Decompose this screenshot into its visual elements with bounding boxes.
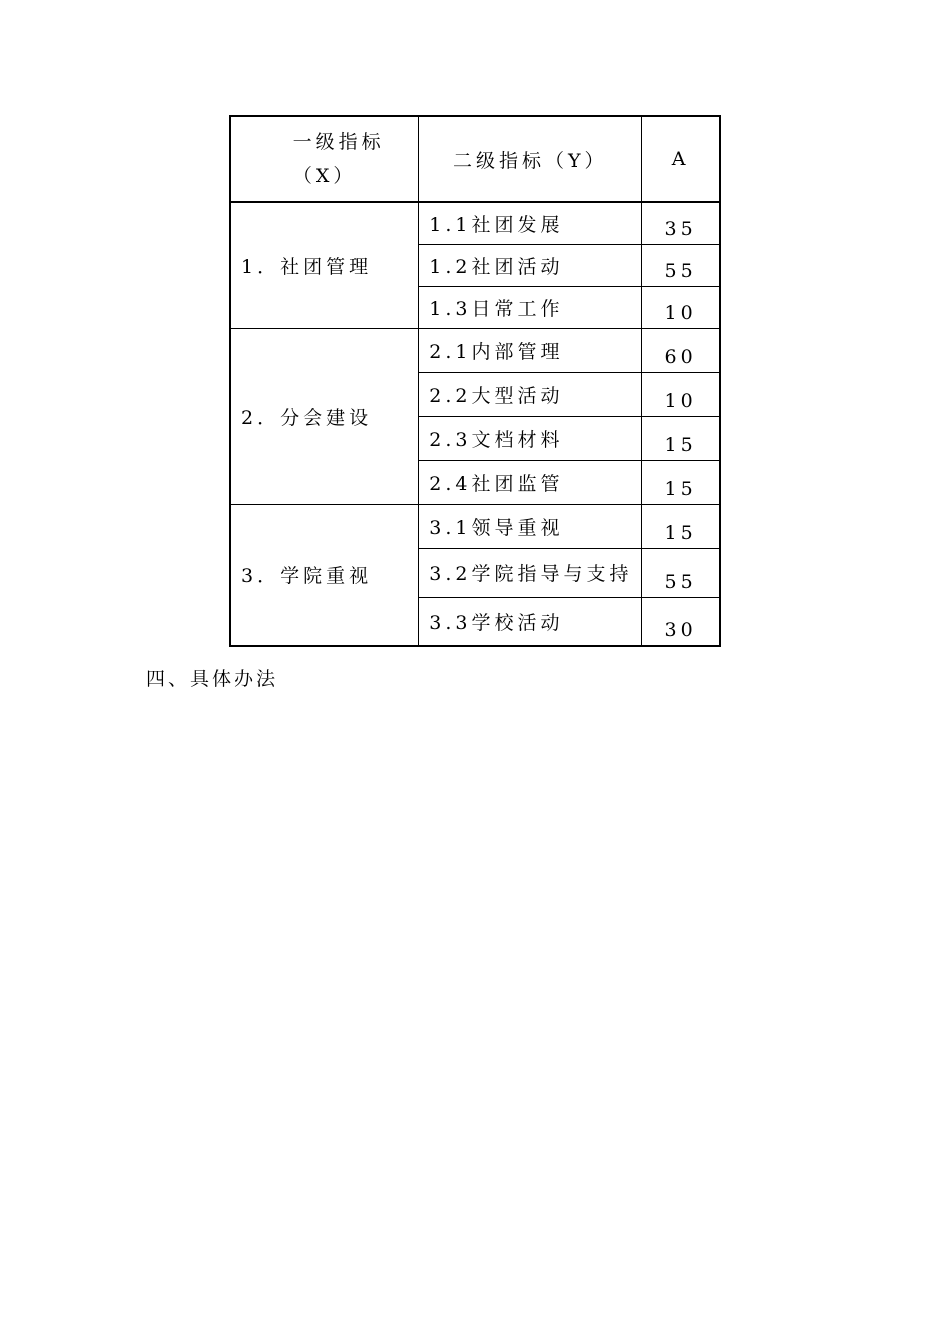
sub-indicator-cell: 2.2大型活动: [419, 372, 642, 416]
sub-indicator-cell: 3.2学院指导与支持: [419, 548, 642, 597]
sub-indicator-cell: 3.3学校活动: [419, 597, 642, 646]
table-row: [230, 328, 720, 372]
header-weight-a: A: [642, 116, 720, 202]
sub-indicator-cell: 1.2社团活动: [419, 244, 642, 286]
sub-indicator-cell: 1.3日常工作: [419, 286, 642, 328]
value-cell: 10: [642, 286, 720, 328]
section-heading: 四、具体办法: [146, 668, 279, 690]
category-cell: 1．社团管理: [230, 202, 419, 328]
sub-indicator-cell: 2.3文档材料: [419, 416, 642, 460]
value-cell: 55: [642, 244, 720, 286]
category-cell: 3．学院重视: [230, 504, 419, 646]
table-row: [230, 202, 720, 244]
indicator-table: [229, 115, 721, 647]
value-cell: 10: [642, 372, 720, 416]
header-primary-indicator: [230, 116, 419, 202]
value-cell: 15: [642, 460, 720, 504]
value-cell: 15: [642, 416, 720, 460]
value-cell: 15: [642, 504, 720, 548]
table-header-row: [230, 116, 720, 202]
header-primary-indicator-symbol: （X）: [292, 165, 357, 187]
sub-indicator-cell: 3.1领导重视: [419, 504, 642, 548]
value-cell: 60: [642, 328, 720, 372]
sub-indicator-cell: 2.1内部管理: [419, 328, 642, 372]
category-cell: 2．分会建设: [230, 328, 419, 504]
header-secondary-indicator: 二级指标（Y）: [419, 116, 642, 202]
sub-indicator-cell: 1.1社团发展: [419, 202, 642, 244]
table-row: [230, 504, 720, 548]
value-cell: 55: [642, 548, 720, 597]
value-cell: 35: [642, 202, 720, 244]
header-primary-indicator-label: 一级指标: [292, 131, 385, 153]
value-cell: 30: [642, 597, 720, 646]
sub-indicator-cell: 2.4社团监管: [419, 460, 642, 504]
